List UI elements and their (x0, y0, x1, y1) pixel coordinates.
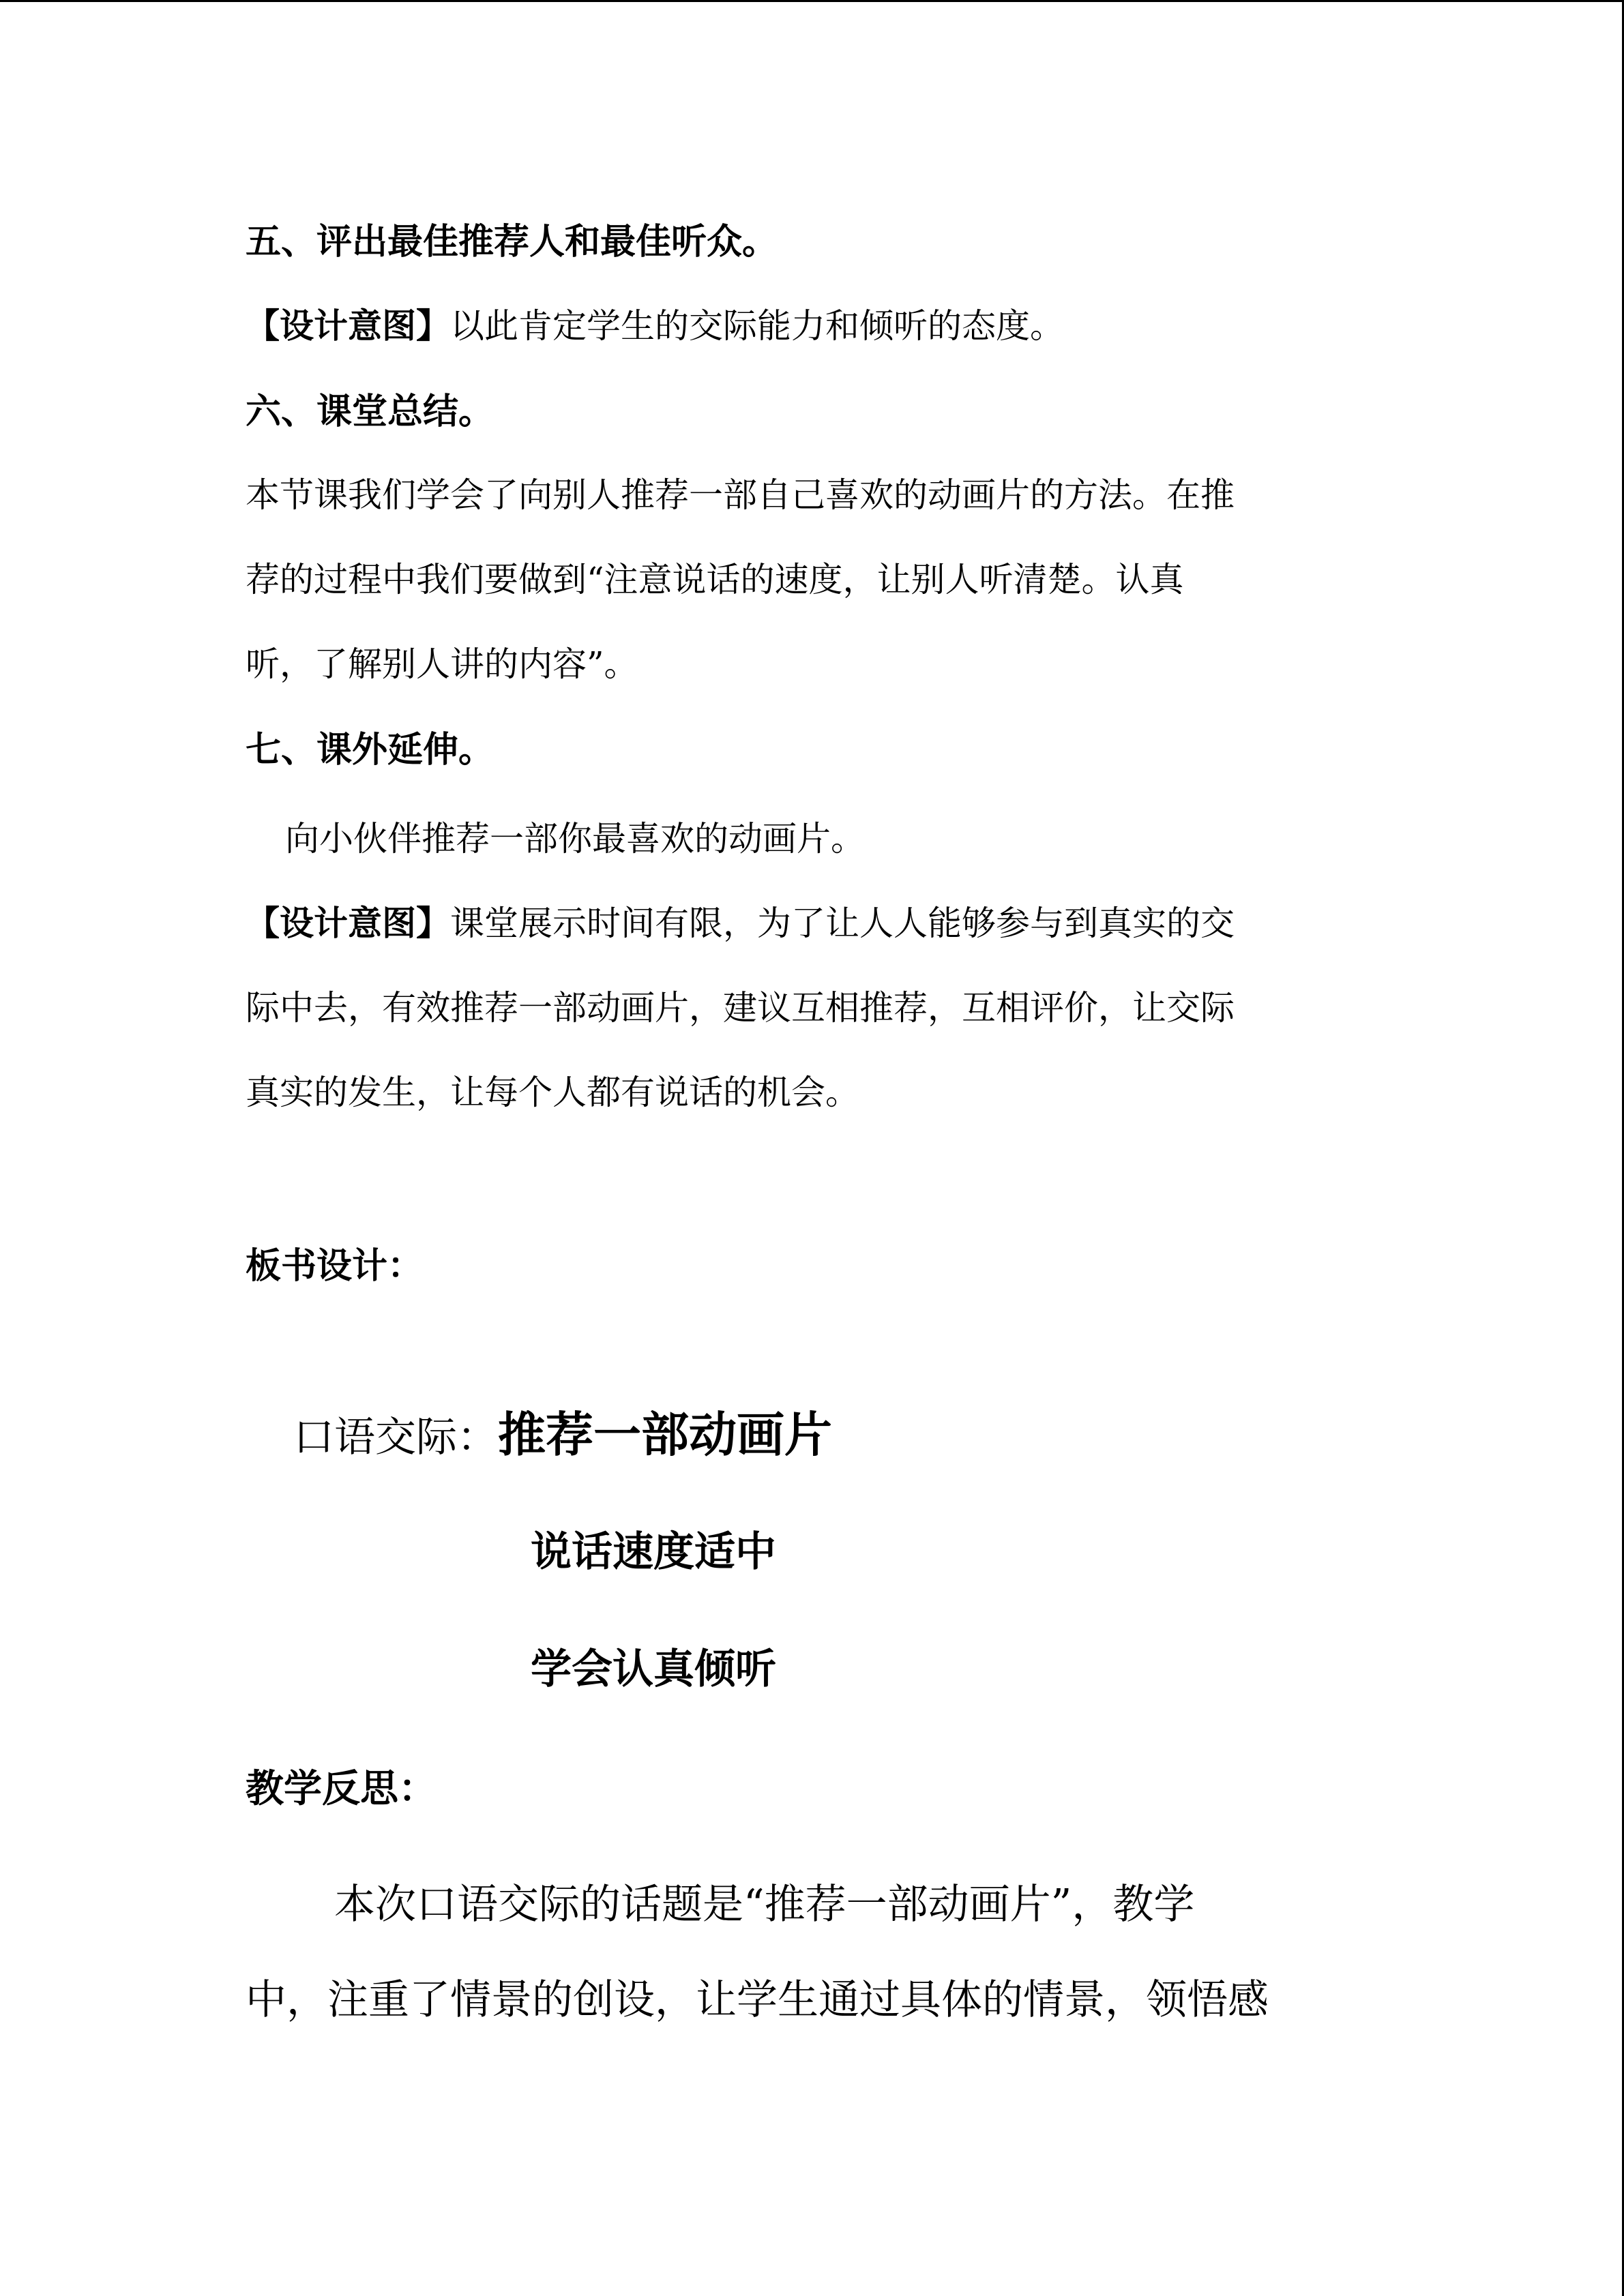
design-intent-label: 【设计意图】 (246, 305, 450, 346)
section7-heading: 七、课外延伸。 (246, 729, 494, 771)
design-intent-label: 【设计意图】 (246, 903, 450, 943)
board-title-prefix: 口语交际： (293, 1414, 498, 1461)
board-point-listen: 学会认真倾听 (531, 1645, 776, 1693)
board-point-speed: 说话速度适中 (531, 1528, 776, 1576)
board-title (293, 1406, 832, 1463)
section6-paragraph-line: 荐的过程中我们要做到“注意说话的速度，让别人听清楚。认真 (246, 560, 1184, 599)
section7-design-intent (246, 903, 1235, 943)
reflection-line: 中，注重了情景的创设，让学生通过具体的情景，领悟感 (246, 1976, 1269, 2024)
section7-text: 向小伙伴推荐一部你最喜欢的动画片。 (285, 819, 865, 859)
section5-design-intent (246, 305, 1064, 346)
design-intent-text: 课堂展示时间有限，为了让人人能够参与到真实的交 (450, 904, 1235, 943)
reflection-heading: 教学反思： (246, 1766, 437, 1811)
board-title-main: 推荐一部动画片 (498, 1406, 832, 1463)
section6-paragraph-line: 听，了解别人讲的内容”。 (246, 644, 638, 684)
section6-paragraph-line: 本节课我们学会了向别人推荐一部自己喜欢的动画片的方法。在推 (246, 475, 1235, 515)
design-intent-text: 以此肯定学生的交际能力和倾听的态度。 (450, 306, 1064, 346)
section7-design-intent-line: 际中去，有效推荐一部动画片，建议互相推荐，互相评价，让交际 (246, 988, 1235, 1028)
section5-heading: 五、评出最佳推荐人和最佳听众。 (246, 221, 778, 263)
board-design-heading: 板书设计： (246, 1245, 424, 1287)
reflection-line: 本次口语交际的话题是“推荐一部动画片”，教学 (334, 1881, 1195, 1928)
section6-heading: 六、课堂总结。 (246, 391, 494, 432)
section7-design-intent-line: 真实的发生，让每个人都有说话的机会。 (246, 1073, 859, 1112)
